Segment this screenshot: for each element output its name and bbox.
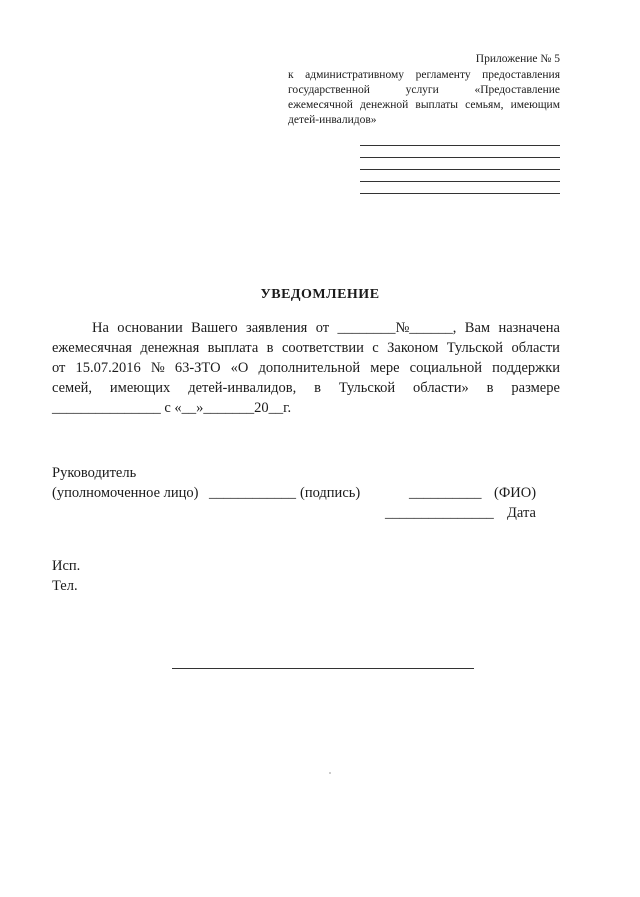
body-line: семей, имеющих детей-инвалидов, в Тульской области» в размере	[52, 380, 560, 396]
addressee-lines	[360, 134, 560, 194]
body-line: ежемесячная денежная выплата в соответствии с Законом Тульской области	[52, 340, 560, 356]
addressee-line	[360, 158, 560, 170]
addressee-line	[360, 170, 560, 182]
signature-role-row	[52, 463, 560, 483]
addressee-line	[360, 134, 560, 146]
date-blank: _______________	[385, 505, 494, 521]
phone-label: Тел.	[52, 578, 78, 594]
document-title: УВЕДОМЛЕНИЕ	[260, 287, 380, 302]
scan-speck	[329, 772, 331, 774]
contacts-block	[52, 556, 80, 596]
executor-label: Исп.	[52, 558, 81, 574]
body-line: от 15.07.2016 № 63-ЗТО «О дополнительной мере социальной поддержки	[52, 360, 560, 376]
appendix-header	[288, 52, 560, 128]
signature-block	[52, 463, 560, 523]
addressee-line	[360, 146, 560, 158]
signer-role: Руководитель	[52, 465, 137, 481]
appendix-title: Приложение № 5	[475, 53, 560, 65]
signature-label: (подпись)	[300, 485, 361, 501]
appendix-text: к административному регламенту предоставления государственной услуги «Предоставление ежемесячной денежной выплаты семьям, имеющим детей-инвалидов»	[288, 69, 560, 126]
signature-blank: ____________	[209, 485, 296, 501]
date-row	[52, 503, 560, 523]
signature-row	[52, 483, 560, 503]
body-line: _______________ с «__»_______20__г.	[52, 400, 292, 416]
separator-line	[172, 668, 474, 669]
signer-role-detail: (уполномоченное лицо)	[52, 485, 199, 501]
name-label: (ФИО)	[494, 485, 537, 501]
notification-body	[52, 318, 560, 418]
addressee-line	[360, 182, 560, 194]
date-label: Дата	[507, 505, 536, 521]
body-line: На основании Вашего заявления от ________№______, Вам назначена	[92, 320, 560, 336]
name-blank: __________	[409, 485, 482, 501]
